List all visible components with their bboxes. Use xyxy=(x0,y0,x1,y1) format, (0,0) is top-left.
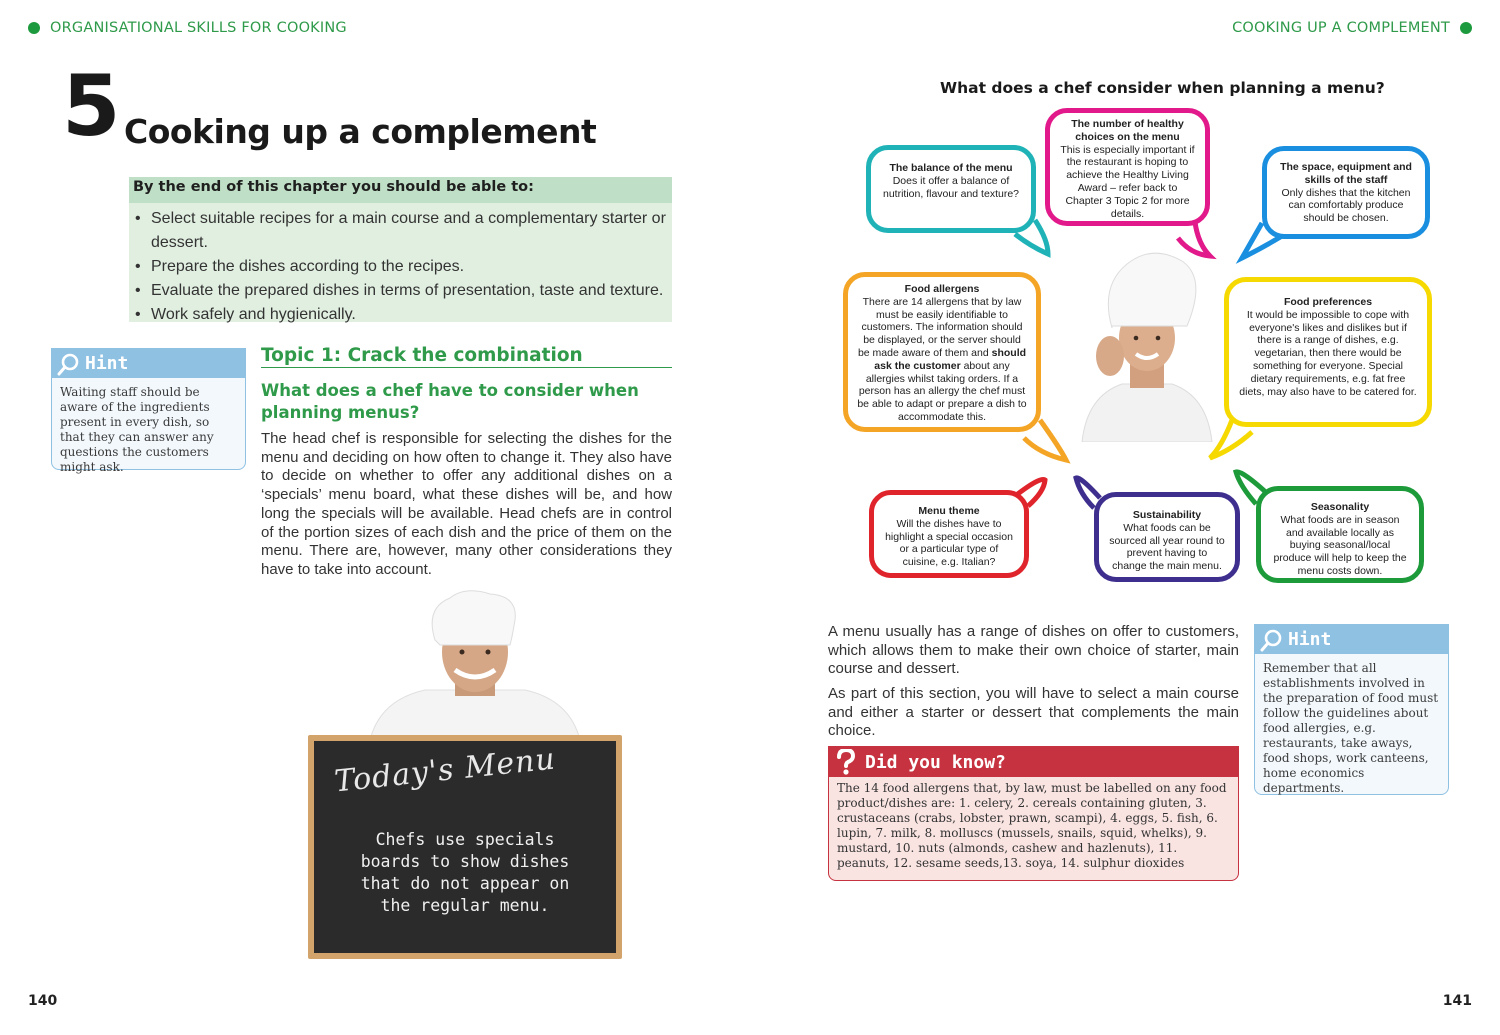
hint-text: Remember that all establishments involved in the preparation of food must follow the guidelines about food allergies, e.g. restaurants, take aways, food shops, work canteens, home economics departments. xyxy=(1263,661,1439,795)
bubble-preferences-title: Food preferences xyxy=(1283,296,1373,308)
bubble-healthy-title: The number of healthy choices on the menu xyxy=(1071,118,1184,143)
bubble-space-title: The space, equipment and skills of the staff xyxy=(1280,161,1412,186)
bubble-allergens-text-b: about any allergies whilst taking orders. If a person has an allergy the chef must be able to adapt or prepare a dish to accommodate this. xyxy=(857,359,1027,423)
bubble-balance-title: The balance of the menu xyxy=(889,162,1013,174)
bubble-healthy xyxy=(1045,108,1210,226)
bubble-sustainability-title: Sustainability xyxy=(1132,509,1202,521)
right-paragraph-1: A menu usually has a range of dishes on offer to customers, which allows them to make their own choice of starter, main course and dessert. xyxy=(828,623,1239,678)
bubble-space xyxy=(1262,146,1430,239)
hint-text: Waiting staff should be aware of the ingredients present in every dish, so that they can answer any questions the customers might ask. xyxy=(60,385,214,474)
hint-header xyxy=(1255,625,1448,654)
hint-box-right xyxy=(1254,624,1449,795)
bubble-space-text: Only dishes that the kitchen can comfortably produce should be chosen. xyxy=(1281,186,1411,225)
topic-subheading: What does a chef have to consider when planning menus? xyxy=(261,381,639,422)
objective-item: • Work safely and hygienically. xyxy=(133,303,672,327)
bubble-sustainability-text: What foods can be sourced all year round to prevent having to change the main menu. xyxy=(1109,521,1225,573)
right-paragraph-2: As part of this section, you will have to select a main course and either a starter or dessert that complements the main choice. xyxy=(828,685,1239,740)
bubble-sustainability xyxy=(1094,492,1240,582)
objective-item: • Prepare the dishes according to the recipes. xyxy=(133,255,672,279)
objective-item: • Evaluate the prepared dishes in terms of presentation, taste and texture. xyxy=(133,279,672,303)
bubble-seasonality xyxy=(1256,486,1424,583)
bubble-healthy-text: This is especially important if the restaurant is hoping to achieve the Healthy Living Award – refer back to Chapter 3 Topic 2 for more details. xyxy=(1060,143,1195,220)
hint-title: Hint xyxy=(85,353,129,374)
bubble-preferences xyxy=(1224,277,1432,427)
page-number-right: 141 xyxy=(1442,993,1472,1009)
page-number-left: 140 xyxy=(28,993,58,1009)
did-you-know-title: Did you know? xyxy=(865,751,1006,773)
objective-item: • Select suitable recipes for a main course and a complementary starter or dessert. xyxy=(133,207,672,255)
magnifier-icon xyxy=(1260,628,1284,652)
topic-heading: Topic 1: Crack the combination xyxy=(261,345,672,368)
chalkboard-title: Today's Menu xyxy=(332,741,558,800)
objectives-heading: By the end of this chapter you should be able to: xyxy=(129,177,672,203)
bubble-allergens-text-a: There are 14 allergens that by law must be easily identifiable to customers. The information should be displayed, or the server should be made aware of them and xyxy=(857,295,1023,359)
bubble-balance xyxy=(866,145,1036,233)
chalkboard-text: Chefs use specials boards to show dishes that do not appear on the regular menu. xyxy=(360,830,570,915)
did-you-know-box xyxy=(828,746,1239,881)
bubble-theme-text: Will the dishes have to highlight a special occasion or a particular type of cuisine, e.g. Italian? xyxy=(885,517,1013,569)
bubble-preferences-text: It would be impossible to cope with everyone's likes and dislikes but if there is a range of dishes, e.g. vegetarian, then there would be something for everyone. Special dietary requirements, e.g. fat free diets, may also have to be catered for. xyxy=(1239,308,1417,398)
chapter-title: Cooking up a complement xyxy=(124,112,597,151)
diagram-title: What does a chef consider when planning a menu? xyxy=(940,79,1385,97)
bubble-theme xyxy=(869,490,1029,578)
running-head-left-text: ORGANISATIONAL SKILLS FOR COOKING xyxy=(50,20,347,36)
bubble-balance-text: Does it offer a balance of nutrition, flavour and texture? xyxy=(883,174,1019,200)
question-mark-icon xyxy=(835,749,857,775)
bubble-theme-title: Menu theme xyxy=(918,505,980,517)
hint-title: Hint xyxy=(1288,629,1332,650)
bubble-seasonality-text: What foods are in season and available locally as buying seasonal/local produce will help to keep the menu costs down. xyxy=(1273,513,1407,577)
bubble-allergens-bold: should ask the customer xyxy=(874,346,1027,372)
chapter-number: 5 xyxy=(62,57,121,155)
running-head-right-text: COOKING UP A COMPLEMENT xyxy=(1232,20,1450,36)
bubble-allergens xyxy=(843,272,1041,432)
did-you-know-header xyxy=(829,747,1238,777)
bubble-allergens-title: Food allergens xyxy=(904,283,980,295)
topic-paragraph: The head chef is responsible for selecting the dishes for the menu and deciding on how often to change it. They also have to decide on whether to offer any additional dishes on a ‘specials’ menu board, what these dishes will be, and how long the specials will be available. Head chefs are in control of the portion sizes of each dish and the price of them on the menu. There are, however, many other considerations they have to take into account. xyxy=(261,430,672,578)
did-you-know-text: The 14 food allergens that, by law, must be labelled on any food product/dishes are: 1. celery, 2. cereals containing gluten, 3. crustaceans (crabs, lobster, prawn, scampi), 4. eggs, 5. fish, 6. lupin, 7. milk, 8. molluscs (mussels, snails, squid, whelks), 9. mustard, 10. nuts (almonds, cashew and hazlenuts), 11. peanuts, 12. sesame seeds,13. soya, 14. sulphur dioxides xyxy=(837,781,1227,870)
bubble-seasonality-title: Seasonality xyxy=(1310,501,1370,513)
